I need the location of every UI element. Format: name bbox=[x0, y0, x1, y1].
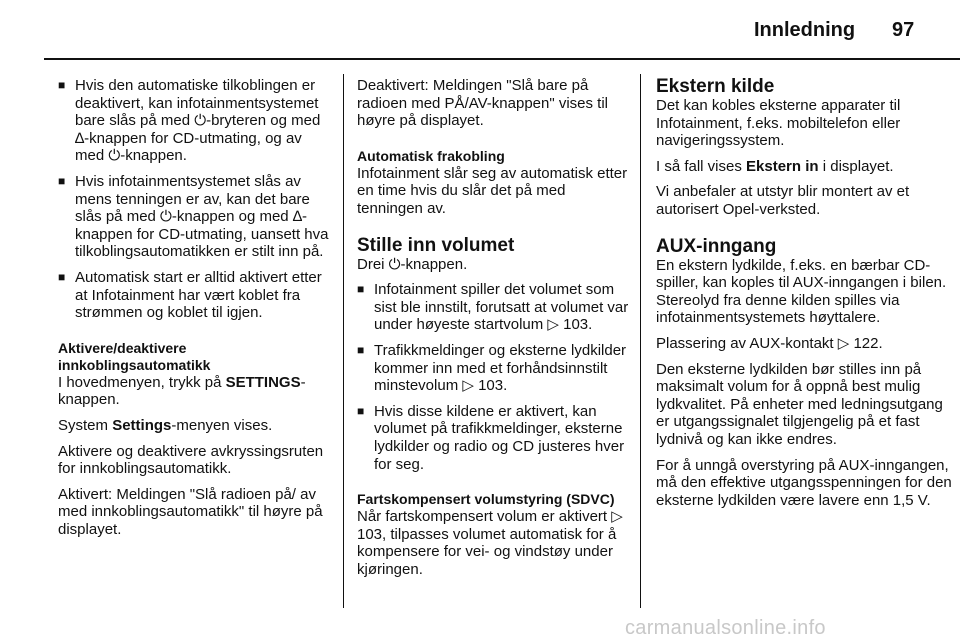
column-1 bbox=[58, 77, 330, 546]
paragraph: Den eksterne lydkilden bør stilles inn på maksimalt volum for å oppnå best mulig lydkvalitet. På enheter med ledningsutgang er utgangssignalet tilgjengelig på et fast lydnivå og kan ikke endres. bbox=[656, 360, 943, 448]
paragraph: For å unngå overstyring på AUX-inngangen, må den effektive utgangsspenningen for den eksterne lydkilden være lavere enn 1,5 V. bbox=[656, 456, 952, 509]
column-3 bbox=[656, 77, 952, 517]
list-item: ■ Hvis disse kildene er aktivert, kan volumet på trafikkmeldinger, eksterne lydkilder og radio og CD justeres hver for seg. bbox=[357, 403, 629, 473]
paragraph: Plassering av AUX-kontakt ▷ 122. bbox=[656, 334, 883, 352]
column-2 bbox=[357, 77, 629, 586]
bullet-list bbox=[58, 77, 330, 322]
section-heading: AUX-inngang bbox=[656, 235, 777, 257]
column-divider-2 bbox=[640, 74, 641, 608]
header-rule bbox=[44, 58, 960, 60]
paragraph: Aktivert: Meldingen "Slå radioen på/ av med innkoblingsautomatikk" til høyre på displayet. bbox=[58, 485, 323, 538]
section-heading: Ekstern kilde bbox=[656, 76, 775, 97]
list-item: ■ Hvis infotainmentsystemet slås av mens tenningen er av, kan det bare slås på med ⏻-knappen og med ∆-knappen for CD-utmating, uansett hva tilkoblingsautomatikken er stilt inn på. bbox=[58, 173, 330, 261]
list-item: ■ Infotainment spiller det volumet som sist ble innstilt, forutsatt at volumet var under høyeste startvolum ▷ 103. bbox=[357, 281, 629, 334]
paragraph: En ekstern lydkilde, f.eks. en bærbar CD-spiller, kan koples til AUX-inngangen i bilen. Stereolyd fra denne kilden spilles via infotainmentsystemets høyttalere. bbox=[656, 256, 947, 327]
paragraph: System Settings-menyen vises. bbox=[58, 416, 273, 434]
page-number: 97 bbox=[892, 19, 915, 41]
bullet-list bbox=[357, 281, 629, 473]
watermark: carmanualsonline.info bbox=[625, 617, 826, 639]
paragraph: I hovedmenyen, trykk på SETTINGS-knappen. bbox=[58, 373, 306, 409]
page-header bbox=[0, 0, 960, 58]
subheading: Aktivere/deaktivere innkoblingsautomatikk bbox=[58, 339, 211, 373]
section-heading: Stille inn volumet bbox=[357, 234, 515, 256]
paragraph: I så fall vises Ekstern in i displayet. bbox=[656, 157, 894, 175]
paragraph: Når fartskompensert volum er aktivert ▷ 103, tilpasses volumet automatisk for å kompensere for vei- og vindstøy under kjøringen. bbox=[357, 508, 623, 578]
paragraph: Drei ⏻-knappen. bbox=[357, 255, 468, 273]
list-item: ■ Trafikkmeldinger og eksterne lydkilder kommer inn med et forhåndsinnstilt minstevolum ▷ 103. bbox=[357, 342, 629, 395]
subheading: Automatisk frakobling bbox=[357, 147, 505, 164]
paragraph: Aktivere og deaktivere avkryssingsruten for innkoblingsautomatikk. bbox=[58, 442, 324, 478]
paragraph: Deaktivert: Meldingen "Slå bare på radioen med PÅ/AV-knappen" vises til høyre på displayet. bbox=[357, 77, 609, 130]
paragraph: Infotainment slår seg av automatisk etter en time hvis du slår det på med tenningen av. bbox=[357, 164, 628, 217]
list-item: ■ Automatisk start er alltid aktivert etter at Infotainment har vært koblet fra strømmen og koblet til igjen. bbox=[58, 269, 330, 322]
subheading: Fartskompensert volumstyring (SDVC) bbox=[357, 491, 615, 508]
list-item: ■ Hvis den automatiske tilkoblingen er deaktivert, kan infotainmentsystemet bare slås på med ⏻-bryteren og med ∆-knappen for CD-utmating, og av med ⏻-knappen. bbox=[58, 77, 330, 165]
column-divider-1 bbox=[343, 74, 344, 608]
paragraph: Vi anbefaler at utstyr blir montert av et autorisert Opel-verksted. bbox=[656, 183, 910, 218]
paragraph: Det kan kobles eksterne apparater til Infotainment, f.eks. mobiltelefon eller navigeringssystem. bbox=[656, 97, 901, 150]
chapter-title: Innledning bbox=[754, 19, 856, 41]
